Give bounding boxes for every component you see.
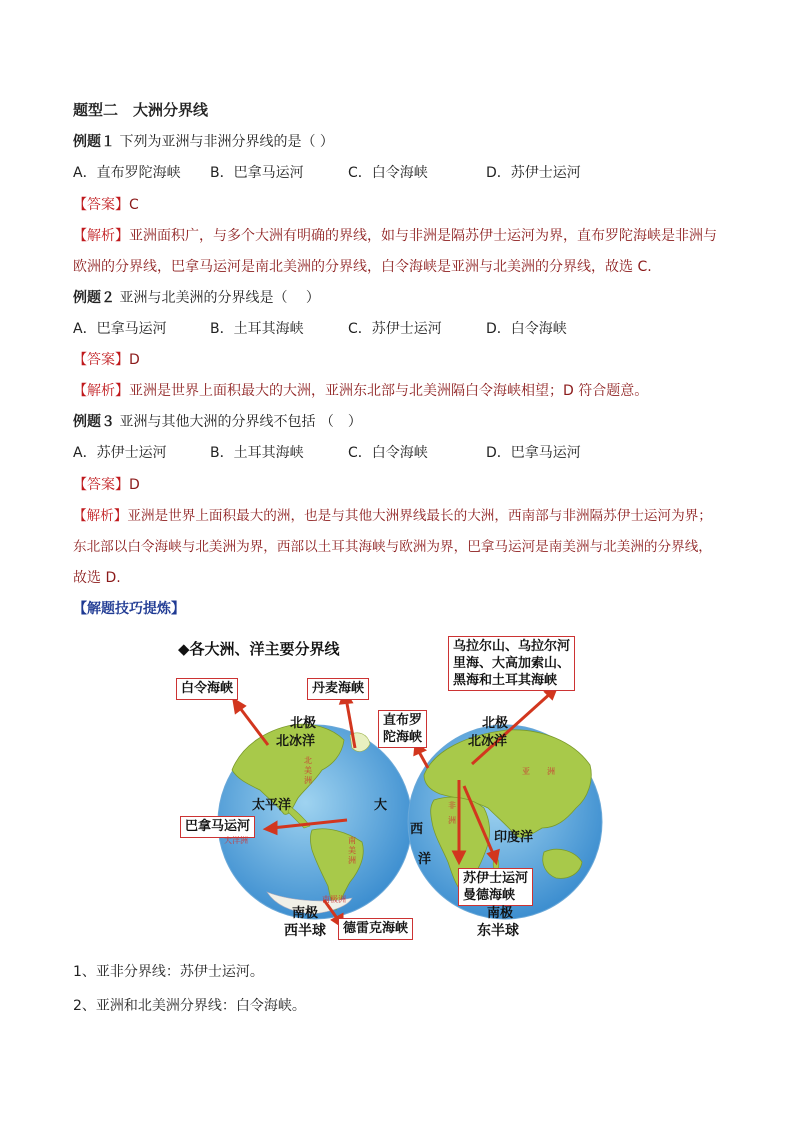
answer-tag: 【答案】 xyxy=(73,352,129,368)
q1-answer xyxy=(73,195,139,215)
africa-label-1: 非 xyxy=(448,801,456,810)
south-america-label-1: 南 xyxy=(348,836,356,845)
label-ural-boundary: 乌拉尔山、乌拉尔河 里海、大高加索山、 黑海和土耳其海峡 xyxy=(448,636,575,691)
question-2 xyxy=(73,288,320,308)
analysis-tag: 【解析】 xyxy=(73,383,129,399)
q3-option-b: B．土耳其海峡 xyxy=(210,445,304,461)
question-1 xyxy=(73,132,334,152)
indian-ocean-label: 印度洋 xyxy=(494,830,534,845)
q3-option-d: D．巴拿马运河 xyxy=(486,445,581,461)
q3-analysis-line-3: 故选 D. xyxy=(73,570,121,586)
eastern-hemisphere-label: 东半球 xyxy=(477,923,519,939)
q3-option-c: C．白令海峡 xyxy=(348,445,428,461)
north-pole-label-east: 北极 xyxy=(482,716,509,731)
q2-option-d: D．白令海峡 xyxy=(486,321,567,337)
answer-value: D xyxy=(129,477,140,493)
analysis-text: 亚洲是世界上面积最大的洲，也是与其他大洲界线最长的大洲，西南部与非洲隔苏伊士运河为界； xyxy=(127,508,712,524)
north-america-label-3: 洲 xyxy=(304,776,312,785)
north-america-label-1: 北 xyxy=(304,756,312,765)
question-2-stem: 亚洲与北美洲的分界线是（ ） xyxy=(115,290,320,306)
answer-tag: 【答案】 xyxy=(73,477,129,493)
q3-analysis-line-2: 东北部以白令海峡与北美洲为界，西部以土耳其海峡与欧洲为界，巴拿马运河是南美洲与北美洲的分界线， xyxy=(73,539,712,555)
q2-answer xyxy=(73,350,140,370)
western-hemisphere-label: 西半球 xyxy=(284,923,326,939)
south-america-label-2: 美 xyxy=(348,846,356,855)
south-pole-label-west: 南极 xyxy=(292,906,319,921)
q1-option-d: D．苏伊士运河 xyxy=(486,165,581,181)
oceania-label: 大洋洲 xyxy=(224,836,248,845)
question-3 xyxy=(73,412,362,432)
tip-2: 2、亚洲和北美洲分界线：白令海峡。 xyxy=(73,998,306,1014)
q3-option-a: A．苏伊士运河 xyxy=(73,445,167,461)
q1-option-a: A．直布罗陀海峡 xyxy=(73,165,181,181)
label-bering-strait: 白令海峡 xyxy=(176,678,238,700)
arctic-ocean-label-east: 北冰洋 xyxy=(468,734,508,749)
analysis-tag: 【解析】 xyxy=(73,508,128,524)
q3-analysis-line-1 xyxy=(73,506,712,526)
q1-analysis-line-2: 欧洲的分界线，巴拿马运河是南北美洲的分界线，白令海峡是亚洲与北美洲的分界线，故选 C. xyxy=(73,259,652,275)
pacific-ocean-label: 太平洋 xyxy=(252,798,292,813)
africa-label-2: 洲 xyxy=(448,816,456,825)
q1-option-b: B．巴拿马运河 xyxy=(210,165,304,181)
atlantic-ocean-label-xi: 西 xyxy=(410,822,424,837)
answer-value: C xyxy=(129,197,139,213)
antarctica-label: 南极洲 xyxy=(322,895,346,904)
question-1-label: 例题１ xyxy=(73,134,115,150)
analysis-tag: 【解析】 xyxy=(73,228,129,244)
continent-boundaries-figure xyxy=(172,630,616,952)
analysis-text: 亚洲面积广，与多个大洲有明确的界线，如与非洲是隔苏伊士运河为界，直布罗陀海峡是非洲与 xyxy=(129,228,717,244)
label-denmark-strait: 丹麦海峡 xyxy=(307,678,369,700)
tip-1: 1、亚非分界线：苏伊士运河。 xyxy=(73,964,264,980)
q2-analysis-line-1 xyxy=(73,381,648,401)
answer-tag: 【答案】 xyxy=(73,197,129,213)
answer-value: D xyxy=(129,352,140,368)
q2-option-a: A．巴拿马运河 xyxy=(73,321,167,337)
north-pole-label-west: 北极 xyxy=(290,716,317,731)
tips-title: 【解题技巧提炼】 xyxy=(73,601,185,617)
atlantic-ocean-label-yang: 洋 xyxy=(418,852,432,867)
q2-option-c: C．苏伊士运河 xyxy=(348,321,442,337)
label-panama-canal: 巴拿马运河 xyxy=(180,816,255,838)
asia-label-2: 洲 xyxy=(547,767,555,776)
question-2-label: 例题２ xyxy=(73,290,115,306)
q1-option-c: C．白令海峡 xyxy=(348,165,428,181)
arctic-ocean-label-west: 北冰洋 xyxy=(276,734,316,749)
question-3-stem: 亚洲与其他大洲的分界线不包括 （ ） xyxy=(115,414,362,430)
q3-answer xyxy=(73,475,140,495)
south-america-label-3: 洲 xyxy=(348,856,356,865)
question-1-stem: 下列为亚洲与非洲分界线的是（ ） xyxy=(115,134,334,150)
north-america-label-2: 美 xyxy=(304,766,312,775)
label-suez-canal: 苏伊士运河 曼德海峡 xyxy=(458,868,533,906)
figure-title: ◆各大洲、洋主要分界线 xyxy=(178,640,340,658)
question-3-label: 例题３ xyxy=(73,414,115,430)
label-gibraltar-strait: 直布罗 陀海峡 xyxy=(378,710,427,748)
atlantic-ocean-label-da: 大 xyxy=(374,798,388,813)
q2-option-b: B．土耳其海峡 xyxy=(210,321,304,337)
asia-label-1: 亚 xyxy=(522,767,530,776)
analysis-text: 亚洲是世界上面积最大的大洲，亚洲东北部与北美洲隔白令海峡相望；D 符合题意。 xyxy=(129,383,649,399)
q1-analysis-line-1 xyxy=(73,226,717,246)
section-title: 题型二 大洲分界线 xyxy=(73,101,209,119)
south-pole-label-east: 南极 xyxy=(487,906,514,921)
label-drake-passage: 德雷克海峡 xyxy=(338,918,413,940)
